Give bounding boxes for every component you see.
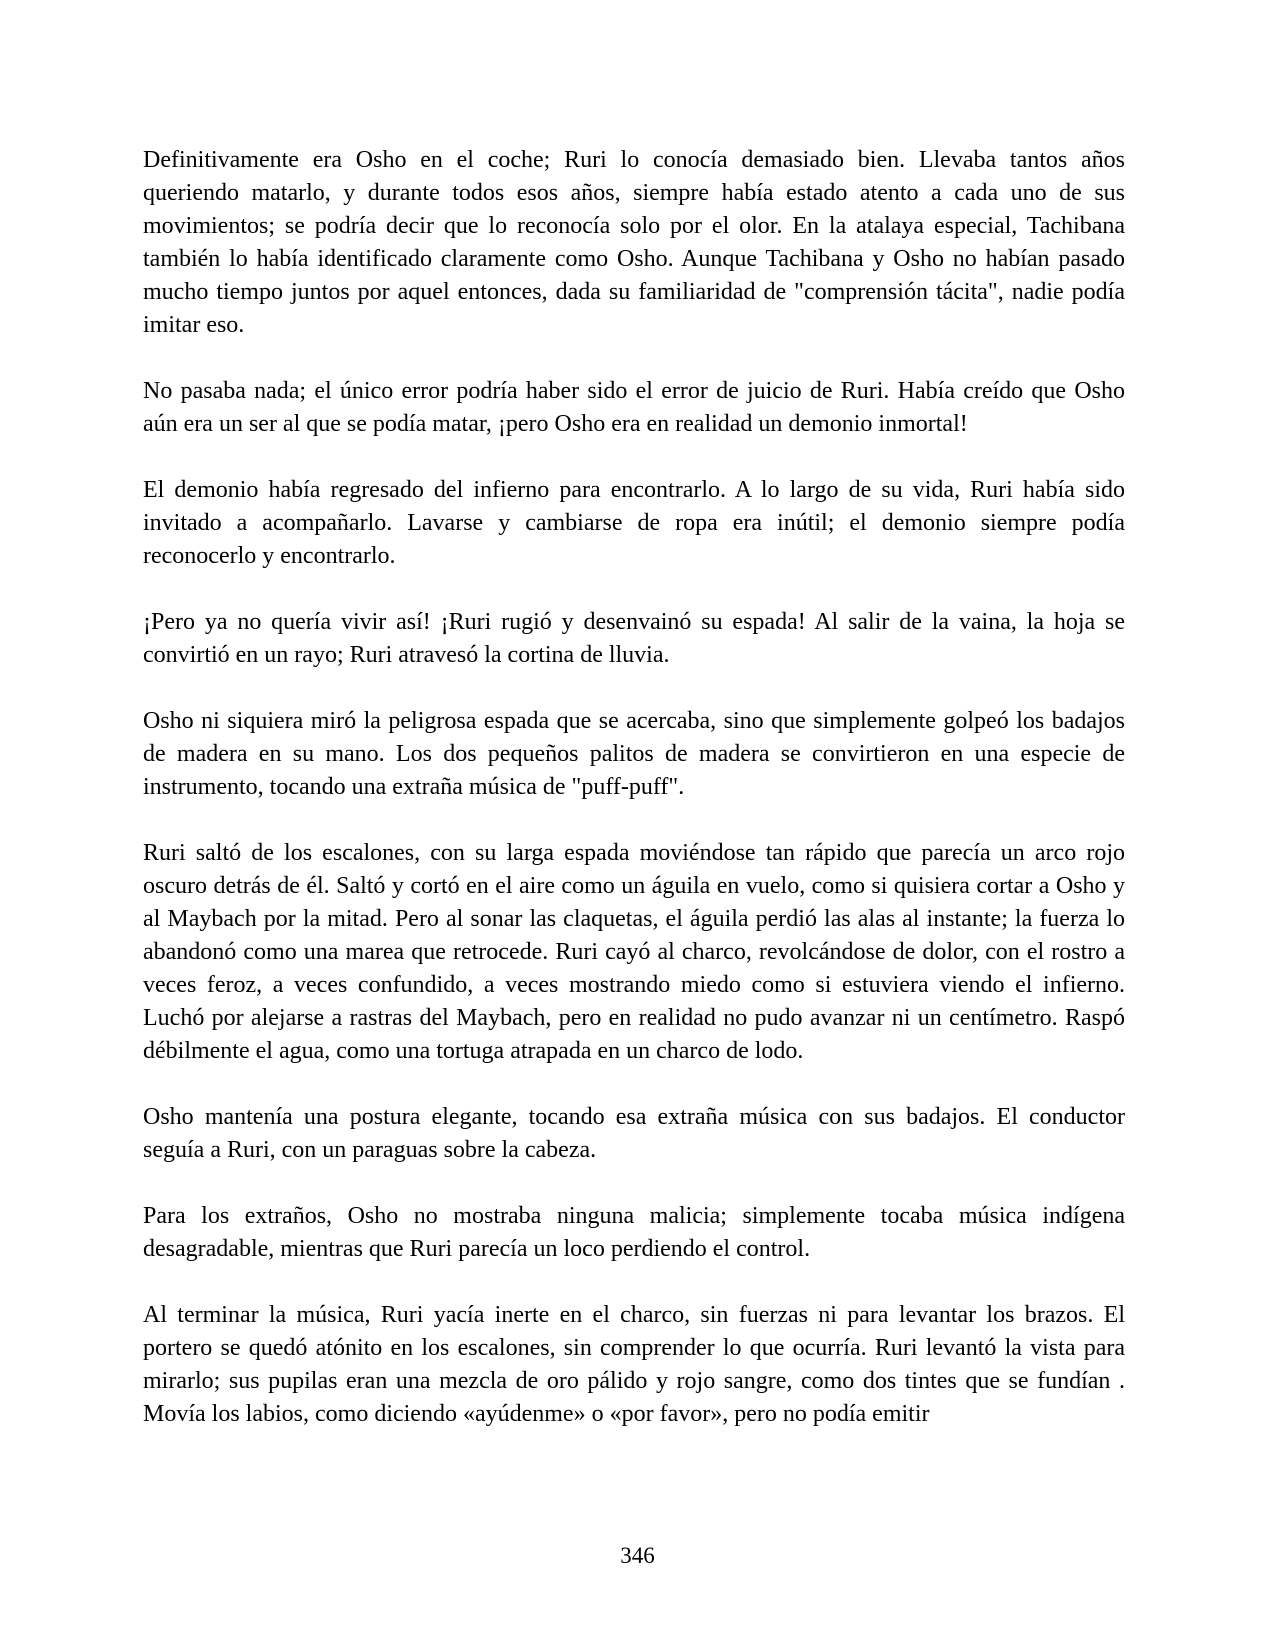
paragraph-3: El demonio había regresado del infierno para encontrarlo. A lo largo de su vida, Ruri había sido invitado a acompañarlo. Lavarse y cambiarse de ropa era inútil; el demonio siempre podía reconocerlo y encontrarlo.	[143, 477, 1125, 569]
paragraph-2: No pasaba nada; el único error podría haber sido el error de juicio de Ruri. Había creído que Osho aún era un ser al que se podía matar, ¡pero Osho era en realidad un demonio inmortal!	[143, 378, 1125, 437]
paragraph-1: Definitivamente era Osho en el coche; Ruri lo conocía demasiado bien. Llevaba tantos años queriendo matarlo, y durante todos esos años, siempre había estado atento a cada uno de sus movimientos; se podría decir que lo reconocía solo por el olor. En la atalaya especial, Tachibana también lo había identificado claramente como Osho. Aunque Tachibana y Osho no habían pasado mucho tiempo juntos por aquel entonces, dada su familiaridad de "comprensión tácita", nadie podía imitar eso.	[143, 147, 1125, 338]
paragraph-9: Al terminar la música, Ruri yacía inerte en el charco, sin fuerzas ni para levantar los brazos. El portero se quedó atónito en los escalones, sin comprender lo que ocurría. Ruri levantó la vista para mirarlo; sus pupilas eran una mezcla de oro pálido y rojo sangre, como dos tintes que se fundían . Movía los labios, como diciendo «ayúdenme» o «por favor», pero no podía emitir	[143, 1302, 1125, 1427]
paragraph-6: Ruri saltó de los escalones, con su larga espada moviéndose tan rápido que parecía un arco rojo oscuro detrás de él. Saltó y cortó en el aire como un águila en vuelo, como si quisiera cortar a Osho y al Maybach por la mitad. Pero al sonar las claquetas, el águila perdió las alas al instante; la fuerza lo abandonó como una marea que retrocede. Ruri cayó al charco, revolcándose de dolor, con el rostro a veces feroz, a veces confundido, a veces mostrando miedo como si estuviera viendo el infierno. Luchó por alejarse a rastras del Maybach, pero en realidad no pudo avanzar ni un centímetro. Raspó débilmente el agua, como una tortuga atrapada en un charco de lodo.	[143, 840, 1125, 1064]
page-number: 346	[620, 1543, 655, 1568]
text-body	[143, 144, 1125, 1431]
paragraph-4: ¡Pero ya no quería vivir así! ¡Ruri rugió y desenvainó su espada! Al salir de la vaina, la hoja se convirtió en un rayo; Ruri atravesó la cortina de lluvia.	[143, 609, 1125, 668]
paragraph-5: Osho ni siquiera miró la peligrosa espada que se acercaba, sino que simplemente golpeó los badajos de madera en su mano. Los dos pequeños palitos de madera se convirtieron en una especie de instrumento, tocando una extraña música de "puff-puff".	[143, 708, 1125, 800]
paragraph-7: Osho mantenía una postura elegante, tocando esa extraña música con sus badajos. El conductor seguía a Ruri, con un paraguas sobre la cabeza.	[143, 1104, 1125, 1163]
paragraph-8: Para los extraños, Osho no mostraba ninguna malicia; simplemente tocaba música indígena desagradable, mientras que Ruri parecía un loco perdiendo el control.	[143, 1203, 1125, 1262]
